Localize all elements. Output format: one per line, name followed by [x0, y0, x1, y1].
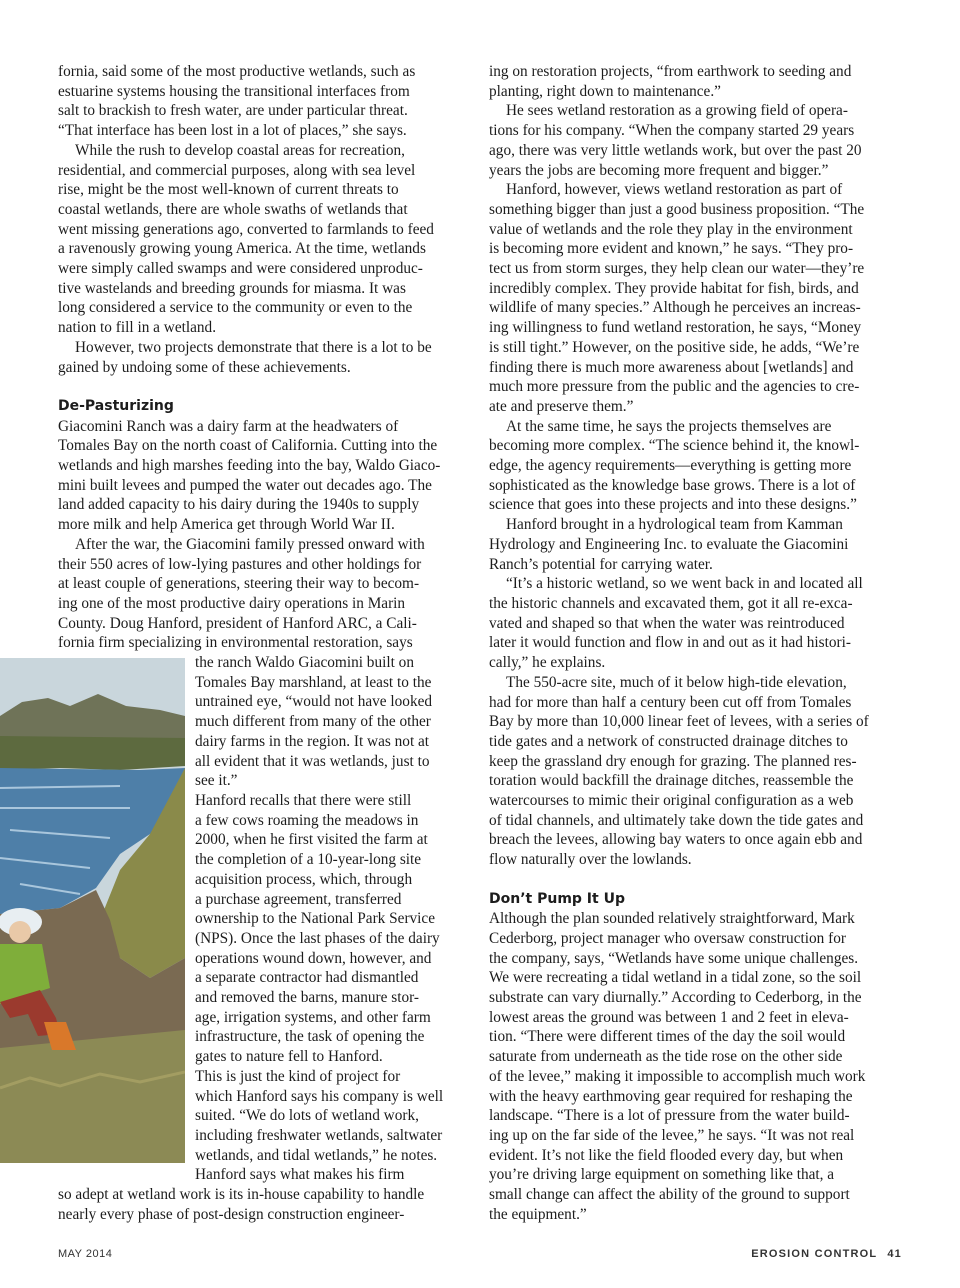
section-subheading: De-Pasturizing: [58, 397, 174, 414]
text-line: long considered a service to the community or even to the: [58, 299, 413, 317]
text-line: fornia firm specializing in environmental restoration, says: [58, 634, 413, 652]
text-line: the equipment.”: [489, 1205, 587, 1223]
text-line: value of wetlands and the role they play in the environment: [489, 220, 853, 238]
text-line: residential, and commercial purposes, along with sea level: [58, 161, 416, 179]
text-line: ago, there was very little wetlands work, but over the past 20: [489, 141, 862, 159]
text-line: landscape. “There is a lot of pressure from the water build-: [489, 1107, 850, 1125]
text-line: wetlands and high marshes feeding into the bay, Waldo Giaco-: [58, 457, 441, 475]
section-subheading: Don’t Pump It Up: [489, 890, 625, 907]
text-line: dairy farms in the region. It was not at: [195, 732, 430, 750]
text-line: flow naturally over the lowlands.: [489, 851, 692, 869]
text-line: Hanford brought in a hydrological team from Kamman: [506, 516, 843, 534]
footer-page-number: 41: [887, 1248, 902, 1260]
text-line: He sees wetland restoration as a growing field of opera-: [506, 102, 848, 120]
text-line: keep the grassland dry enough for grazing. The planned res-: [489, 752, 857, 770]
text-line: Hydrology and Engineering Inc. to evaluate the Giacomini: [489, 535, 849, 553]
text-line: estuarine systems housing the transitional interfaces from: [58, 82, 410, 100]
photo-marsh-far: [0, 736, 185, 770]
text-line: you’re driving large equipment on something like that, a: [489, 1166, 835, 1184]
text-line: Ranch’s potential for carrying water.: [489, 555, 713, 573]
child-face: [9, 921, 31, 943]
text-line: coastal wetlands, there are whole swaths of wetlands that: [58, 200, 408, 218]
text-line: gates to nature fell to Hanford.: [195, 1048, 383, 1066]
text-line: the completion of a 10-year-long site: [195, 851, 422, 869]
text-line: a ravenously growing young America. At the time, wetlands: [58, 240, 426, 258]
text-line: lowest areas the ground was between 1 and 2 feet in eleva-: [489, 1008, 849, 1026]
text-line: the company, says, “Wetlands have some unique challenges.: [489, 949, 859, 967]
text-line: operations wound down, however, and: [195, 949, 432, 967]
text-line: ing up on the far side of the levee,” he says. “It was not real: [489, 1126, 855, 1144]
text-line: a few cows roaming the meadows in: [195, 811, 419, 829]
text-line: see it.”: [195, 772, 238, 790]
text-line: of the levee,” making it impossible to accomplish much work: [489, 1067, 866, 1085]
text-line: 2000, when he first visited the farm at: [195, 831, 428, 849]
text-line: We were recreating a tidal wetland in a tidal zone, so the soil: [489, 969, 862, 987]
text-line: untrained eye, “would not have looked: [195, 693, 433, 711]
text-line: infrastructure, the task of opening the: [195, 1028, 425, 1046]
text-line: age, irrigation systems, and other farm: [195, 1008, 431, 1026]
text-line: the ranch Waldo Giacomini built on: [195, 654, 414, 672]
text-line: This is just the kind of project for: [195, 1067, 401, 1085]
text-line: While the rush to develop coastal areas for recreation,: [75, 141, 406, 159]
text-line: cally,” he explains.: [489, 654, 606, 672]
text-line: so adept at wetland work is its in-house capability to handle: [58, 1186, 425, 1204]
text-line: is becoming more evident and known,” he says. “They pro-: [489, 240, 854, 258]
wetland-photo: [0, 658, 185, 1163]
text-line: a purchase agreement, transferred: [195, 890, 402, 908]
text-line: “That interface has been lost in a lot of places,” she says.: [58, 122, 407, 140]
footer-magazine-name: EROSION CONTROL: [751, 1248, 878, 1260]
text-line: Hanford says what makes his firm: [195, 1166, 405, 1184]
paragraph-spacer: [58, 377, 470, 397]
text-line: had for more than half a century been cut off from Tomales: [489, 693, 852, 711]
text-line: suited. “We do lots of wetland work,: [195, 1107, 419, 1125]
text-line: were simply called swamps and were considered unproduc-: [58, 260, 423, 278]
text-line: tect us from storm surges, they help clean our water—they’re: [489, 260, 865, 278]
text-line: which Hanford says his company is well: [195, 1087, 444, 1105]
text-line: something bigger than just a good business proposition. “The: [489, 200, 865, 218]
text-line: “It’s a historic wetland, so we went back in and located all: [506, 575, 863, 593]
text-line: all evident that it was wetlands, just to: [195, 752, 430, 770]
text-line: with the heavy earthmoving gear required for reshaping the: [489, 1087, 853, 1105]
text-line: Hanford recalls that there were still: [195, 791, 412, 809]
text-line: At the same time, he says the projects themselves are: [506, 417, 832, 435]
right-text-column: [489, 62, 903, 1224]
text-line: at least couple of generations, steering their way to becom-: [58, 575, 420, 593]
text-line: After the war, the Giacomini family pressed onward with: [75, 535, 425, 553]
text-line: their 550 acres of low-lying pastures and other holdings for: [58, 555, 422, 573]
text-line: edge, the agency requirements—everything is getting more: [489, 457, 852, 475]
text-line: more milk and help America get through World War II.: [58, 516, 395, 534]
text-line: (NPS). Once the last phases of the dairy: [195, 929, 440, 947]
text-line: tide gates and a network of constructed drainage ditches to: [489, 732, 848, 750]
footer-magazine-info: [751, 1248, 902, 1260]
photo-grass-foreground: [0, 1030, 185, 1163]
text-line: Although the plan sounded relatively straightforward, Mark: [489, 910, 855, 928]
text-line: ing one of the most productive dairy operations in Marin: [58, 594, 406, 612]
text-line: much different from many of the other: [195, 713, 431, 731]
text-line: is still tight.” However, on the positive side, he adds, “We’re: [489, 338, 860, 356]
text-line: sophisticated as the knowledge base grows. There is a lot of: [489, 476, 856, 494]
text-line: gained by undoing some of these achievements.: [58, 358, 351, 376]
text-line: nation to fill in a wetland.: [58, 319, 217, 337]
text-line: Giacomini Ranch was a dairy farm at the headwaters of: [58, 417, 399, 435]
text-line: and removed the barns, manure stor-: [195, 989, 419, 1007]
text-line: evident. It’s not like the field flooded every day, but when: [489, 1146, 844, 1164]
text-line: However, two projects demonstrate that there is a lot to be: [75, 338, 432, 356]
text-line: Tomales Bay marshland, at least to the: [195, 673, 432, 691]
text-line: wetlands, and tidal wetlands,” he notes.: [195, 1146, 438, 1164]
text-line: tions for his company. “When the company started 29 years: [489, 122, 855, 140]
text-line: County. Doug Hanford, president of Hanford ARC, a Cali-: [58, 614, 417, 632]
text-line: acquisition process, which, through: [195, 870, 413, 888]
text-line: substrate can vary diurnally.” According to Cederborg, in the: [489, 989, 862, 1007]
text-line: vated and shaped so that when the water was reintroduced: [489, 614, 845, 632]
text-line: of tidal channels, and ultimately take down the tide gates and: [489, 811, 864, 829]
text-line: Hanford, however, views wetland restoration as part of: [506, 181, 843, 199]
text-line: went missing generations ago, converted to farmlands to feed: [58, 220, 434, 238]
text-line: a separate contractor had dismantled: [195, 969, 419, 987]
text-line: much more pressure from the public and the agencies to cre-: [489, 378, 860, 396]
text-line: small change can affect the ability of the ground to support: [489, 1186, 850, 1204]
text-line: Cederborg, project manager who oversaw construction for: [489, 929, 846, 947]
text-line: fornia, said some of the most productive wetlands, such as: [58, 63, 416, 80]
text-line: later it would function and flow in and out as it had histori-: [489, 634, 851, 652]
text-line: ownership to the National Park Service: [195, 910, 436, 928]
paragraph-spacer: [489, 870, 903, 890]
text-line: science that goes into these projects and into these designs.”: [489, 496, 857, 514]
text-line: toration would backfill the drainage ditches, reassemble the: [489, 772, 854, 790]
text-line: tive wastelands and breeding grounds for miasma. It was: [58, 279, 406, 297]
wetland-photo-illustration: [0, 658, 185, 1163]
text-line: breach the levees, allowing bay waters to once again ebb and: [489, 831, 863, 849]
text-line: becoming more complex. “The science behind it, the knowl-: [489, 437, 860, 455]
text-line: Tomales Bay on the north coast of California. Cutting into the: [58, 437, 438, 455]
text-line: ate and preserve them.”: [489, 397, 634, 415]
text-line: watercourses to mimic their original configuration as a web: [489, 792, 854, 810]
text-line: the historic channels and excavated them, got it all re-exca-: [489, 594, 853, 612]
footer-date: MAY 2014: [58, 1248, 113, 1260]
text-line: salt to brackish to fresh water, are under particular threat.: [58, 102, 408, 120]
text-line: The 550-acre site, much of it below high-tide elevation,: [506, 673, 847, 691]
text-line: incredibly complex. They provide habitat for fish, birds, and: [489, 279, 859, 297]
text-line: including freshwater wetlands, saltwater: [195, 1126, 443, 1144]
text-line: Bay by more than 10,000 linear feet of levees, with a series of: [489, 713, 869, 731]
text-line: finding there is much more awareness about [wetlands] and: [489, 358, 854, 376]
text-line: tion. “There were different times of the day the soil would: [489, 1028, 846, 1046]
text-line: rise, might be the most well-known of current threats to: [58, 181, 399, 199]
text-line: ing on restoration projects, “from earthwork to seeding and: [489, 63, 852, 80]
text-line: saturate from underneath as the tide rose on the other side: [489, 1048, 843, 1066]
text-line: land added capacity to his dairy during the 1940s to supply: [58, 496, 420, 514]
text-line: wildlife of many species.” Although he perceives an increas-: [489, 299, 861, 317]
text-line: years the jobs are becoming more frequent and bigger.”: [489, 161, 829, 179]
text-line: ing willingness to fund wetland restoration, he says, “Money: [489, 319, 862, 337]
text-line: nearly every phase of post-design construction engineer-: [58, 1205, 405, 1223]
text-line: mini built levees and pumped the water out decades ago. The: [58, 476, 432, 494]
text-line: planting, right down to maintenance.”: [489, 82, 721, 100]
